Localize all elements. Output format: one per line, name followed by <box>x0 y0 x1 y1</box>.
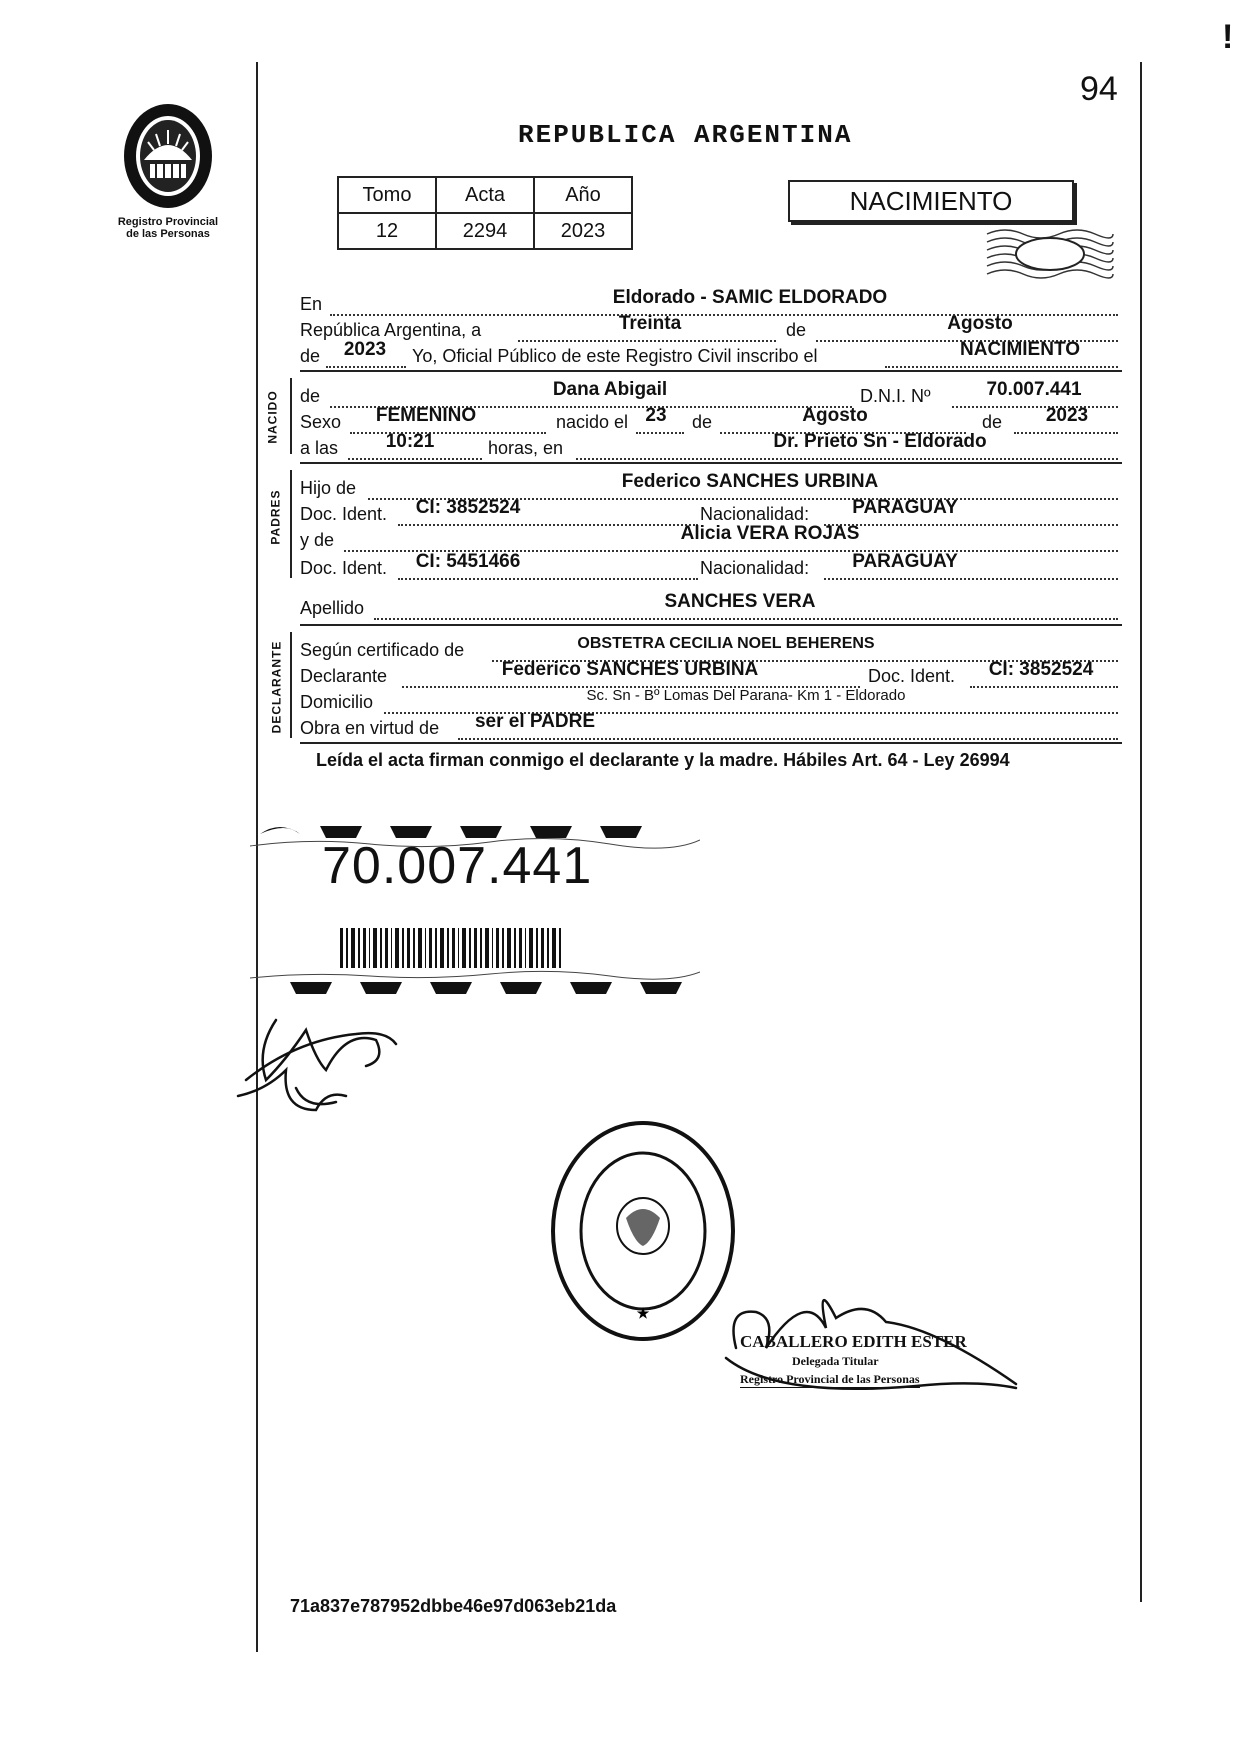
signatory-role: Delegada Titular <box>792 1354 879 1368</box>
address-value: Sc. Sn - Bº Lomas Del Parana- Km 1 - Eldorado <box>586 687 906 704</box>
logo-caption: Registro Provincial de las Personas <box>117 216 219 240</box>
svg-text:★: ★ <box>636 1305 650 1321</box>
act-year: 2023 <box>343 339 387 360</box>
by-virtue-row <box>300 711 1118 740</box>
page-number: 94 <box>1080 70 1118 108</box>
section-bracket <box>290 378 292 454</box>
ano-header: Año <box>534 177 632 213</box>
corner-mark: ! <box>1222 18 1234 56</box>
official-text: Yo, Oficial Público de este Registro Civil inscribo el <box>412 346 818 366</box>
at-label: a las <box>300 438 339 458</box>
de-label: de <box>300 386 321 406</box>
nationality-label: Nacionalidad: <box>700 558 810 578</box>
born-name: Dana Abigail <box>552 379 668 400</box>
surname-value: SANCHES VERA <box>664 591 816 612</box>
born-time-row <box>300 431 1118 460</box>
acta-header: Acta <box>436 177 534 213</box>
born-day: 23 <box>645 405 667 426</box>
section-bracket <box>290 632 292 738</box>
identification-table <box>337 176 633 250</box>
republic-label: República Argentina, a <box>300 320 482 340</box>
mother-nationality: PARAGUAY <box>852 551 958 572</box>
de-label: de <box>786 320 807 340</box>
de-label-2: de <box>300 346 321 366</box>
en-label: En <box>300 294 323 314</box>
handwritten-signature-icon <box>236 1000 426 1120</box>
born-place: Dr. Prieto Sn - Eldorado <box>773 431 987 452</box>
address-label: Domicilio <box>300 692 374 712</box>
right-border-line <box>1140 62 1142 1602</box>
act-inscribed: NACIMIENTO <box>960 339 1080 360</box>
mother-name: Alicia VERA ROJAS <box>680 523 860 544</box>
born-dni: 70.007.441 <box>986 379 1082 400</box>
tomo-value: 12 <box>338 213 436 249</box>
section-divider <box>300 462 1122 464</box>
year-row <box>300 339 1118 368</box>
act-place: Eldorado - SAMIC ELDORADO <box>612 287 888 308</box>
son-of-label: Hijo de <box>300 478 357 498</box>
father-name: Federico SANCHES URBINA <box>621 471 879 492</box>
born-time: 10:21 <box>385 431 435 452</box>
mother-doc-row <box>300 551 1118 580</box>
parents-section-label: PADRES <box>268 489 283 545</box>
surname-label: Apellido <box>300 598 365 618</box>
legal-note: Leída el acta firman conmigo el declarante y la madre. Hábiles Art. 64 - Ley 26994 <box>316 750 1010 770</box>
sex-label: Sexo <box>300 412 342 432</box>
section-divider <box>300 624 1122 626</box>
father-doc: CI: 3852524 <box>415 497 521 518</box>
born-month: Agosto <box>802 405 868 426</box>
security-pattern-icon <box>985 226 1115 282</box>
section-divider <box>300 370 1122 372</box>
cert-value: OBSTETRA CECILIA NOEL BEHERENS <box>577 635 875 652</box>
born-sex: FEMENINO <box>375 405 477 426</box>
de-label: de <box>692 412 713 432</box>
act-type-box: NACIMIENTO <box>788 180 1074 222</box>
acta-value: 2294 <box>436 213 534 249</box>
provincial-shield-icon <box>118 100 218 212</box>
dni-label: D.N.I. Nº <box>860 386 931 406</box>
declarant-label: Declarante <box>300 666 388 686</box>
country-title: REPUBLICA ARGENTINA <box>518 120 853 150</box>
declarant-section-label: DECLARANTE <box>269 640 284 734</box>
section-divider <box>300 742 1122 744</box>
hours-label: horas, en <box>488 438 564 458</box>
section-bracket <box>290 470 292 578</box>
table-row <box>338 177 632 213</box>
tomo-header: Tomo <box>338 177 436 213</box>
act-month: Agosto <box>947 313 1013 334</box>
born-on-label: nacido el <box>556 412 629 432</box>
father-nationality: PARAGUAY <box>852 497 958 518</box>
by-virtue-label: Obra en virtud de <box>300 718 440 738</box>
signatory-office: Registro Provincial de las Personas <box>740 1372 920 1386</box>
declarant-doc: CI: 3852524 <box>988 659 1094 680</box>
born-year: 2023 <box>1045 405 1089 426</box>
dni-large-number: 70.007.441 <box>322 837 593 895</box>
ano-value: 2023 <box>534 213 632 249</box>
and-of-label: y de <box>300 530 335 550</box>
table-row <box>338 213 632 249</box>
doc-label: Doc. Ident. <box>300 558 388 578</box>
doc-label: Doc. Ident. <box>300 504 388 524</box>
act-day: Treinta <box>618 313 682 334</box>
mother-row <box>300 523 1118 552</box>
mother-doc: CI: 5451466 <box>415 551 521 572</box>
document-hash: 71a837e787952dbbe46e97d063eb21da <box>290 1596 617 1616</box>
by-virtue-value: ser el PADRE <box>474 711 596 732</box>
registry-logo <box>108 100 228 240</box>
surname-row <box>300 591 1118 620</box>
official-seal-icon <box>548 1118 738 1344</box>
declarant-name: Federico SANCHES URBINA <box>501 659 759 680</box>
doc-label: Doc. Ident. <box>868 666 956 686</box>
nationality-label: Nacionalidad: <box>700 504 810 524</box>
cert-label: Según certificado de <box>300 640 465 660</box>
signatory-name: CABALLERO EDITH ESTER <box>740 1332 967 1351</box>
born-section-label: NACIDO <box>265 390 280 444</box>
de-label-2: de <box>982 412 1003 432</box>
address-row <box>300 687 1118 714</box>
